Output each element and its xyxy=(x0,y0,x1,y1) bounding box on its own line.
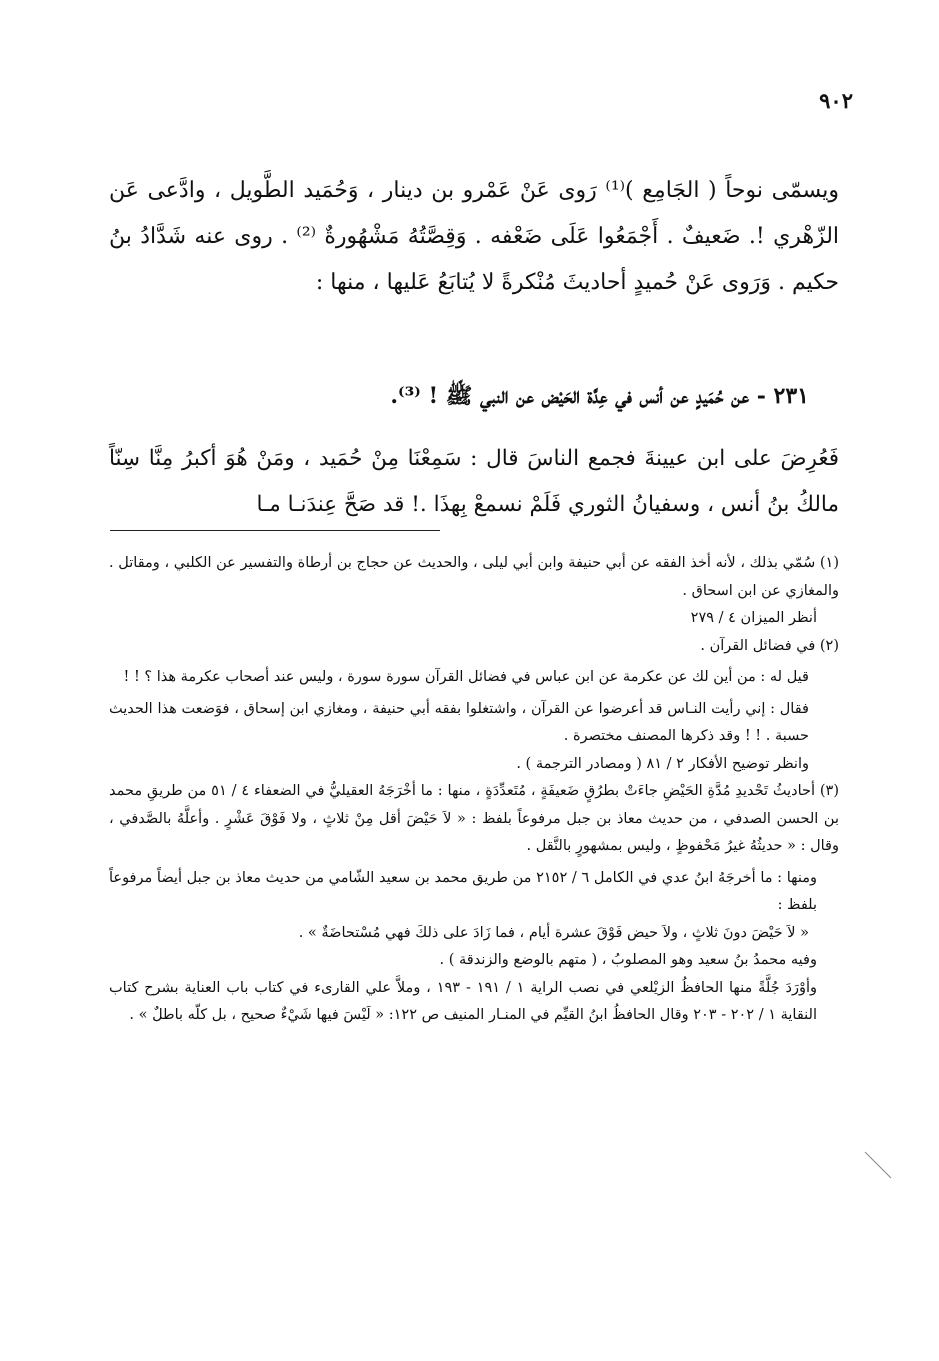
footnote-3 xyxy=(109,778,839,1030)
footnote-3-paragraph: (٣) أحاديثُ تَحْديدِ مُدَّةِ الحَيْضِ جاءَتْ بطرُقٍ ضَعيفَةٍ ، مُتَعدِّدَةٍ ، منها : ما أخْرَجَهُ العقيليُّ في الضعفاء ٤ / ٥١ من طريقِ محمد بن الحسن الصدفي ، من حديث معاذ بن جبل مرفوعاً بلفظ : « لاَ حَيْضَ أقل مِنْ ثلاثٍ ، ولا فَوْقَ عَشْرٍ . وأعلَّهُ بالصَّدفي ، وقال : « حديثُهُ غيرُ مَحْفوظٍ ، وليس بمشهورٍ بالنَّقل . xyxy=(109,783,839,854)
hadith-body xyxy=(109,436,839,528)
footnote-2-paragraph: فقال : إني رأيت النـاس قد أعرضوا عن القرآن ، واشتغلوا بفقه أبي حنيفة ، ومغازي ابن إسحاق ، فوَضعت هذا الحديث حسبة . ! ! وقد ذكرها المصنف مختصرة . xyxy=(109,700,809,744)
footnote-1-text: (١) سُمّي بذلك ، لأنه أخذ الفقه عن أبي حنيفة وابن أبي ليلى ، والحديث عن حجاج بن أرطاة والتفسير عن الكلبي ، ومقاتل . والمغازي عن ابن اسحاق . xyxy=(109,555,839,599)
hadith-heading: ٢٣١ - عن حُمَيدٍ عن أنس في عِدَّة الحَيْض عن النبي ﷺ ! ⁽³⁾. xyxy=(390,383,809,409)
footnote-2 xyxy=(109,633,839,779)
footnote-2-title: (٢) في فضائل القرآن . xyxy=(700,637,839,654)
footnote-3-paragraph: ومنها : ما أخرجَهُ ابنُ عدي في الكامل ٦ / ٢١٥٢ من طريق محمد بن سعيد الشّامي من حديث معاذ بن جبل أيضاً مرفوعاً بلفظ : xyxy=(109,869,817,913)
footnote-divider xyxy=(110,530,440,531)
footnote-2-reference: وانظر توضيح الأفكار ٢ / ٨١ ( ومصادر الترجمة ) . xyxy=(516,755,809,772)
main-text xyxy=(109,168,839,306)
footnote-1 xyxy=(109,550,839,633)
footnote-2-paragraph: قيل له : من أين لك عن عكرمة عن ابن عباس في فضائل القرآن سورة سورة ، وليس عند أصحاب عكرمة هذا ؟ ! ! xyxy=(123,669,809,685)
footnote-3-paragraph: وفيه محمدُ بنُ سعيد وهو المصلوبُ ، ( متهم بالوضع والزندقة ) . xyxy=(439,952,817,968)
footnotes xyxy=(109,550,839,1030)
main-paragraph: ويسمّى نوحاً ( الجَامِع )⁽¹⁾ رَوى عَنْ عَمْرو بن دينار ، وَحُمَيد الطَّويل ، وادَّعى عَن الزّهْري !. ضَعيفٌ . أَجْمَعُوا عَلَى ضَعْفه . وَقِصَّتُهُ مَشْهُورةٌ ⁽²⁾ . روى عنه شَدَّادُ بنُ حكيم . وَرَوى عَنْ حُميدٍ أحاديثَ مُنْكرةً لا يُتابَعُ عَليها ، منها : xyxy=(109,178,840,295)
margin-mark xyxy=(863,1150,893,1180)
footnote-3-paragraph: وأوْرَدَ جُلَّةً منها الحافظُ الزيْلعي في نصب الراية ١ / ١٩١ - ١٩٣ ، وملاَّ علي القارىء في كتاب باب العناية بشرح كتاب النقاية ١ / ٢٠٢ - ٢٠٣ وقال الحافظُ ابنُ القيِّم في المنـار المنيف ص ١٢٢: « لَيْسَ فيها شَيْءٌ صحيح ، بل كلّه باطلٌ » . xyxy=(109,979,817,1023)
hadith-body-text: فَعُرِضَ على ابن عيينةَ فجمع الناسَ قال : سَمِعْنَا مِنْ حُمَيد ، ومَنْ هُوَ أكبرُ مِنَّا سِنّاً مالكُ بنُ أنس ، وسفيانُ الثوري فَلَمْ نسمعْ بِهذَا .! قد صَحَّ عِندَنـا مـا xyxy=(109,446,839,517)
page-number: ٩٠٢ xyxy=(819,88,853,113)
footnote-1-reference: أنظر الميزان ٤ / ٢٧٩ xyxy=(690,610,817,626)
footnote-3-quote: « لاَ حَيْضَ دونَ ثلاثٍ ، ولاَ حيض فَوْقَ عشرة أيام ، فما زَادَ على ذلكَ فهي مُسْتحاضَةٌ » . xyxy=(298,924,809,941)
